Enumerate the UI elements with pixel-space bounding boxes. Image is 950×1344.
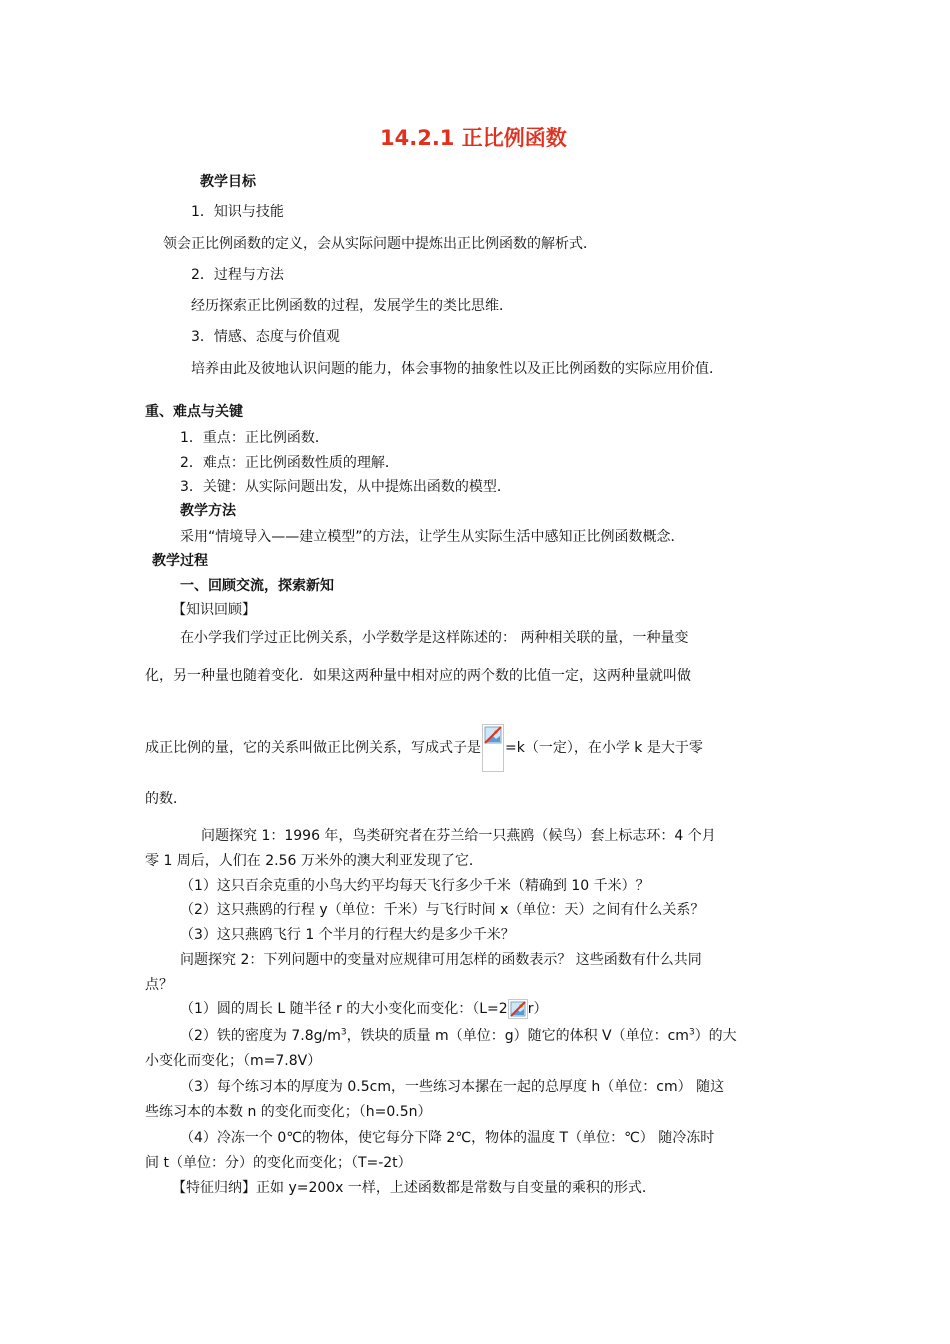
goals-heading: 教学目标 bbox=[200, 174, 256, 190]
review-line-3-end: =k（一定），在小学 k 是大于零 bbox=[505, 740, 703, 756]
question-2-sub-2-line-1 bbox=[180, 1026, 737, 1046]
question-2-sub-4-line-2: 间 t（单位：分）的变化而变化；（T=-2t） bbox=[145, 1155, 412, 1171]
feature-summary: 【特征归纳】正如 y=200x 一样，上述函数都是常数与自变量的乘积的形式． bbox=[172, 1180, 656, 1196]
method-text: 采用“情境导入——建立模型”的方法，让学生从实际生活中感知正比例函数概念． bbox=[180, 529, 685, 545]
method-heading: 教学方法 bbox=[180, 503, 236, 519]
keypoint-1: 1．重点：正比例函数． bbox=[180, 430, 329, 446]
broken-image-icon bbox=[510, 1001, 526, 1017]
question-1-sub-3: （3）这只燕鸥飞行 1 个半月的行程大约是多少千米？ bbox=[180, 927, 515, 943]
review-line-4: 的数． bbox=[145, 791, 187, 807]
question-2-sub-3-line-1: （3）每个练习本的厚度为 0.5cm，一些练习本摞在一起的总厚度 h（单位：cm） 随这 bbox=[180, 1079, 725, 1095]
question-2-sub-1 bbox=[180, 999, 547, 1019]
goal-item-3: 3．情感、态度与价值观 bbox=[191, 329, 340, 345]
goal-text-2: 经历探索正比例函数的过程，发展学生的类比思维． bbox=[191, 298, 513, 314]
review-line-1: 在小学我们学过正比例关系，小学数学是这样陈述的： 两种相关联的量，一种量变 bbox=[180, 630, 689, 646]
q2-2-text-c: ）的大 bbox=[694, 1028, 737, 1044]
question-1-line-1: 问题探究 1：1996 年，鸟类研究者在芬兰给一只燕鸥（候鸟）套上标志环：4 个月 bbox=[201, 828, 716, 844]
q2-2-sup-1: 3 bbox=[340, 1027, 347, 1038]
question-2-sub-1-end: r） bbox=[527, 1001, 548, 1017]
q2-2-sup-2: 3 bbox=[688, 1027, 695, 1038]
review-line-3 bbox=[145, 724, 703, 772]
q2-2-text-a: （2）铁的密度为 7.8g/m bbox=[180, 1028, 341, 1044]
review-line-3-start: 成正比例的量，它的关系叫做正比例关系，写成式子是 bbox=[145, 740, 481, 756]
question-2-line-2: 点？ bbox=[145, 977, 173, 993]
keypoints-heading: 重、难点与关键 bbox=[145, 404, 243, 420]
goal-text-3: 培养由此及彼地认识问题的能力，体会事物的抽象性以及正比例函数的实际应用价值． bbox=[191, 361, 723, 377]
question-2-sub-3-line-2: 些练习本的本数 n 的变化而变化；（h=0.5n） bbox=[145, 1104, 432, 1120]
review-tag: 【知识回顾】 bbox=[172, 602, 256, 618]
section-1-heading: 一、回顾交流，探索新知 bbox=[180, 578, 334, 594]
question-2-sub-2-line-2: 小变化而变化；（m=7.8V） bbox=[145, 1053, 322, 1069]
question-2-sub-1-start: （1）圆的周长 L 随半径 r 的大小变化而变化：（L=2 bbox=[180, 1001, 508, 1017]
question-1-sub-2: （2）这只燕鸥的行程 y（单位：千米）与飞行时间 x（单位：天）之间有什么关系？ bbox=[180, 902, 705, 918]
fraction-image-placeholder bbox=[482, 724, 504, 772]
review-line-2: 化，另一种量也随着变化．如果这两种量中相对应的两个数的比值一定，这两种量就叫做 bbox=[145, 668, 691, 684]
question-1-line-2: 零 1 周后，人们在 2.56 万米外的澳大利亚发现了它． bbox=[145, 853, 483, 869]
process-heading: 教学过程 bbox=[152, 553, 208, 569]
q2-2-text-b: ，铁块的质量 m（单位：g）随它的体积 V（单位：cm bbox=[346, 1028, 689, 1044]
question-2-sub-4-line-1: （4）冷冻一个 0℃的物体，使它每分下降 2℃，物体的温度 T（单位：℃） 随冷冻时 bbox=[180, 1130, 715, 1146]
goal-item-2: 2．过程与方法 bbox=[191, 267, 284, 283]
goal-item-1: 1．知识与技能 bbox=[191, 204, 284, 220]
pi-image-placeholder bbox=[508, 999, 528, 1019]
page-title: 14.2.1 正比例函数 bbox=[380, 126, 567, 150]
question-2-line-1: 问题探究 2：下列问题中的变量对应规律可用怎样的函数表示？ 这些函数有什么共同 bbox=[180, 952, 702, 968]
goal-text-1: 领会正比例函数的定义，会从实际问题中提炼出正比例函数的解析式． bbox=[163, 236, 597, 252]
question-1-sub-1: （1）这只百余克重的小鸟大约平均每天飞行多少千米（精确到 10 千米）？ bbox=[180, 878, 650, 894]
broken-image-icon bbox=[484, 726, 502, 744]
keypoint-2: 2．难点：正比例函数性质的理解． bbox=[180, 455, 399, 471]
keypoint-3: 3．关键：从实际问题出发，从中提炼出函数的模型． bbox=[180, 479, 511, 495]
